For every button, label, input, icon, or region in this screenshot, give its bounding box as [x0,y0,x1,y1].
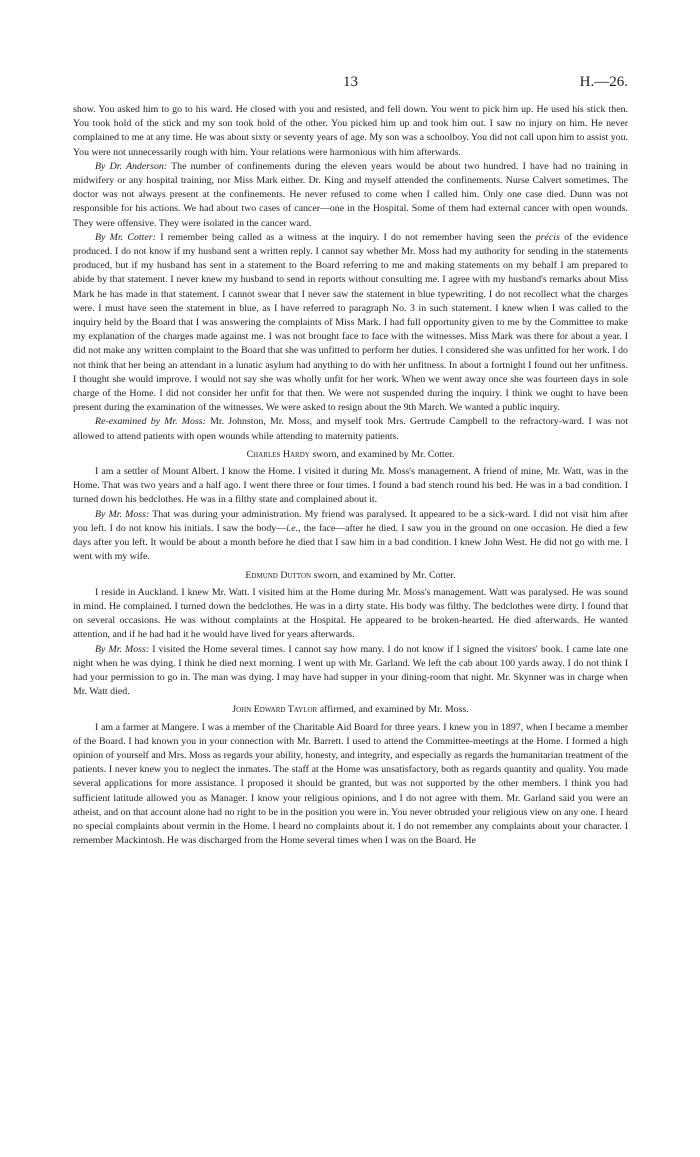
body-text: The number of confinements during the eleven years would be about two hundred. I have had no training in midwifery or any hospital training, nor Miss Mark either. Dr. King and myself attended the confinements. Nurse Calvert sometimes. The doctor was not always present at the confinements. He never refused to come when I called him. Only one case died. Dunn was not responsible for his actions. We had about two cases of cancer—one in the Hospital. Some of them had external cancer with open wounds. They were offensive. They were isolated in the cancer ward. [73,160,628,229]
witness-heading [73,703,628,717]
body-text: affirmed, and examined by Mr. Moss. [317,704,469,716]
testimony-paragraph [73,103,628,160]
page-number: 13 [343,74,358,90]
body-text: I am a farmer at Mangere. I was a member of the Charitable Aid Board for three years. I knew you in 1897, when I became a member of the Board. I had known you in your connection with Mr. Barrett. I used to attend the Committee-meetings at the Home. I formed a high opinion of yourself and Mrs. Moss as regards your ability, honesty, and integrity, and especially as regards the humanitarian treatment of the patients. I never knew you to neglect the inmates. The staff at the Home was unsatisfactory, both as regards quantity and quality. You made several applications for more assistance. I proposed it should be granted, but was not supported by the other members. I think you had sufficient latitude allowed you as Manager. I know your religious opinions, and I do not agree with them. Mr. Garland said you were an atheist, and on that account alone had no right to be in the position you were in. You never obtruded your religious view on any one. I heard no special complaints about vermin in the Home. I heard no complaints about it. I do not remember any complaints about your character. I remember Mackintosh. He was discharged from the Home several times when I was on the Board. He [73,721,628,847]
testimony-paragraph [73,643,628,700]
witness-heading [73,569,628,583]
body-text: I reside in Auckland. I knew Mr. Watt. I visited him at the Home during Mr. Moss's management. Watt was paralysed. He was sound in mind. He complained. I turned down the bedclothes. He was in a dirty state. His body was filthy. The bedclothes were dirty. I found that on several occasions. He was without complaints at the Hospital. He appeared to be broken-hearted. He died afterwards. He wanted attention, and if he had had it he would have lived for years afterwards. [73,586,628,641]
body-text: , the face—after he died. I saw you in the ground on one occasion. He died a few days after you left. It would be about a month before he died that I saw him in a bad condition. I knew John West. He did not go with me. I went with my wife. [73,522,628,563]
testimony-paragraph [73,415,628,443]
body-text: Mr. Johnston, Mr. Moss, and myself took Mrs. Gertrude Campbell to the refractory-ward. I was not allowed to attend patients with open wounds while attending to maternity patients. [73,416,628,442]
body-text: sworn, and examined by Mr. Cotter. [309,448,455,460]
body-text: I am a settler of Mount Albert. I know the Home. I visited it during Mr. Moss's management. A friend of mine, Mr. Watt, was in the Home. That was two years and a half ago. I went there three or four times. I found a bad stench round his bed. He was in a bad condition. I turned down his bedclothes. He was in a filthy state and complained about it. [73,466,628,506]
testimony-paragraph [73,465,628,508]
body-text: sworn, and examined by Mr. Cotter. [311,569,456,581]
document-body [73,103,628,848]
italic-text: précis [535,231,560,243]
italic-text: By Mr. Moss: [95,508,150,520]
testimony-paragraph [73,508,628,565]
italic-text: By Mr. Cotter: [95,231,156,243]
witness-name: Charles Hardy [246,448,310,460]
page-header [73,74,628,94]
testimony-paragraph [73,231,628,416]
body-text: of the evidence produced. I do not know if my husband sent a written reply. I cannot say whether Mr. Moss had my authority for sending in the statements produced, but if my husband has sent in a statement to the Board referring to me and making statements on my behalf I am prepared to abide by that statement. I never knew my husband to send in reports without consulting me. I agree with my husband's remarks about Miss Mark he has made in that statement. I cannot swear that I never saw the statement in blue typewriting. I do not recollect what the charges were. I must have seen the statement in blue, as I have referred to paragraph No. 3 in such statement. I knew when I was called to the inquiry held by the Board that I was answering the complaints of Miss Mark. I had full opportunity given to me by the Committee to make my explanation of the charges made against me. I was not brought face to face with the witnesses. Miss Mark was there for about a year. I did not make any written complaint to the Board that she was unfitted to perform her duties. I considered she was unfitted for her work. I do not think that her being an attendant in a lunatic asylum had anything to do with her unfitness. In about a fortnight I found out her unfitness. I thought she would improve. I would not say she was wholly unfit for her work. When we went away once she was fourteen days in sole charge of the Home. I did not consider her unfit for that then. We were not suspended during the inquiry. I think we ought to have been present during the examination of the witnesses. We were asked to resign about the 9th March. We wanted a public inquiry. [73,231,628,414]
body-text: That was during your administration. My friend was paralysed. It appeared to be a sick-ward. I did not visit him after you left. I do not know his initials. I saw the body— [73,508,628,534]
testimony-paragraph [73,721,628,849]
italic-text: By Dr. Anderson: [95,160,168,172]
body-text: I remember being called as a witness at the inquiry. I do not remember having seen the [155,231,536,243]
witness-heading [73,448,628,462]
document-reference: H.—26. [579,74,628,90]
testimony-paragraph [73,160,628,231]
witness-name: John Edward Taylor [232,704,318,716]
italic-text: Re-examined by Mr. Moss: [95,416,206,428]
testimony-paragraph [73,586,628,643]
witness-name: Edmund Dutton [245,569,312,581]
italic-text: By Mr. Moss: [95,643,150,655]
italic-text: i.e. [286,522,299,534]
body-text: I visited the Home several times. I cannot say how many. I do not know if I signed the visitors' book. I came late one night when he was dying. I think he died next morning. I went up with Mr. Garland. We left the cab about 100 yards away. I do not think I had your permission to go in. The man was dying. I may have had supper in your dining-room that night. Mr. Skynner was in charge when Mr. Watt died. [73,643,628,698]
body-text: show. You asked him to go to his ward. He closed with you and resisted, and fell down. You went to pick him up. He used his stick then. You took hold of the stick and my son took hold of the other. You picked him up and took him out. I saw no injury on him. He never complained to me at any time. He was about sixty or seventy years of age. My son was a schoolboy. You did not call upon him to assist you. You were not unnecessarily rough with him. Your relations were harmonious with him afterwards. [73,104,628,158]
